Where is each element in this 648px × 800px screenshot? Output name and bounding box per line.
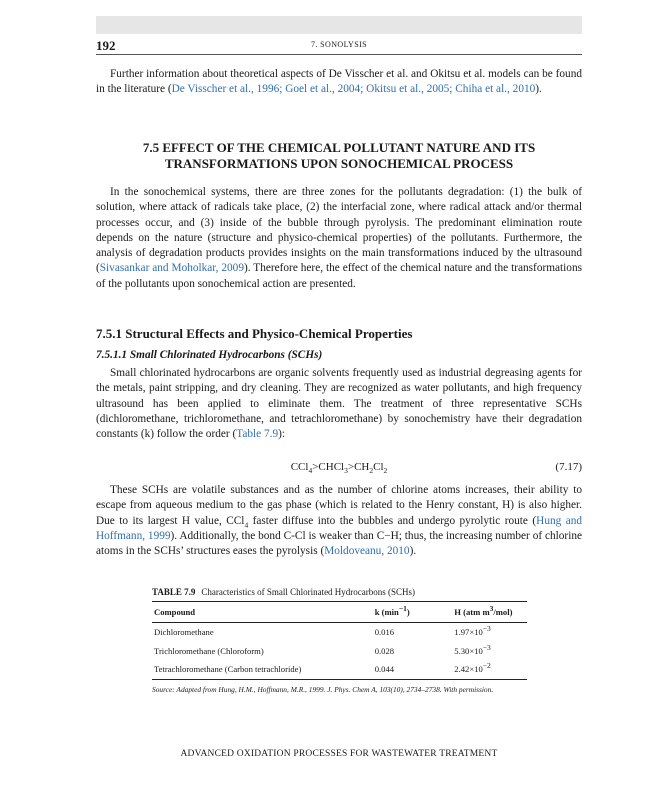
equation-number: (7.17) [555,461,582,473]
compound-cell: Dichloromethane [154,627,214,638]
table-source-note: Source: Adapted from Hung, H.M., Hoffmann, M.R., 1999. J. Phys. Chem A, 103(10), 2734–2738. With permission. [152,685,494,694]
volatile-paragraph: These SCHs are volatile substances and as the number of chlorine atoms increases, their ability to escape from aqueous medium to the gas phase (which is related to the Henry constant, H) is also higher. Due to its largest H value, CCl$_4$ faster diffuse into the bubbles and undergo pyrolytic route (Hung and Hoffmann, 1999). Additionally, the bond C-Cl is weaker than C−H; thus, the increasing number of chlorine atoms in the SCHs’ structures eases the pyrolysis (Moldoveanu, 2010). [96,484,583,558]
schs-table [152,601,527,680]
k-cell: 0.028 [374,645,395,656]
k-cell: 0.044 [375,660,455,679]
table-caption [152,587,415,597]
table-row [152,660,527,679]
h-cell: $1.97\times 10^{-3}$ [454,624,491,638]
table-header-row [152,602,527,623]
table-row [152,642,527,661]
intro-text-end: ). [535,83,542,96]
moldoveanu-reference-link[interactable]: Moldoveanu, 2010 [324,545,410,558]
column-header-compound: Compound [152,602,375,623]
page-header [96,38,582,55]
equation-7-17 [96,461,582,476]
section-title: 7.5 EFFECT OF THE CHEMICAL POLLUTANT NATURE AND ITS TRANSFORMATIONS UPON SONOCHEMICAL PROCESS [142,140,536,171]
section-paragraph-text-end: ). Therefore here, the effect of the chemical nature and the transformations of the pollutants upon sonochemical action are presented. [96,262,582,290]
page-footer: ADVANCED OXIDATION PROCESSES FOR WASTEWATER TREATMENT [180,749,498,759]
running-head: 7. SONOLYSIS [310,40,367,49]
intro-paragraph [96,67,582,98]
table-7-9-reference-link[interactable]: Table 7.9 [236,428,279,441]
table-label: TABLE 7.9 [152,587,196,597]
schs-paragraph [96,366,582,442]
section-paragraph [96,185,582,292]
hung-hoffmann-reference-link[interactable]: Hung and Hoffmann, 1999 [96,514,583,542]
compound-cell: Tetrachloromethane (Carbon tetrachloride) [152,660,375,679]
compound-cell: Trichloromethane (Chloroform) [154,645,264,656]
column-header-k: k $(\min^{-1})$ [375,602,455,623]
table-row [152,623,527,642]
top-shaded-bar [96,16,582,34]
section-paragraph-text: In the sonochemical systems, there are three zones for the pollutants degradation: (1) the bulk of solution, where attack of radicals take place, (2) the interfacial zone, where radical attack and/or thermal processes occur, and (3) inside of the bubble through pyrolysis. The predominant elimination route depends on the nature (structure and physico-chemical properties) of the pollutants. Furthermore, the analysis of degradation products provides insights on the main transformations induced by the ultrasound ( [96,186,582,275]
subsubsection-title: 7.5.1.1 Small Chlorinated Hydrocarbons (SCHs) [96,349,323,361]
column-header-h: H (atm $m^3/mol$) [454,602,527,623]
intro-text: Further information about theoretical aspects of De Visscher et al. and Okitsu et al. models can be found in the literature ( [96,68,582,96]
sivasankar-reference-link[interactable]: Sivasankar and Moholkar, 2009 [99,262,244,275]
intro-references-link[interactable]: De Visscher et al., 1996; Goel et al., 2004; Okitsu et al., 2005; Chiha et al., 2010 [171,83,536,96]
equation-formula: $CCl_4>CHCl_3>CH_2Cl_2$ [290,461,388,476]
h-cell: $5.30\times 10^{-3}$ [454,642,491,656]
table-caption-text: Characteristics of Small Chlorinated Hydrocarbons (SCHs) [201,587,416,597]
k-cell: 0.016 [374,627,395,638]
schs-paragraph-text: Small chlorinated hydrocarbons are organic solvents frequently used as industrial degreasing agents for the metals, paint stripping, and dry cleaning. They are recognized as water pollutants, and high frequency ultrasound has been applied to eliminate them. The treatment of three representative SCHs (dichloromethane, trichloromethane, and tetrachloromethane) by sonochemistry have their degradation constants (k) follow the order ( [96,367,582,441]
subsection-title: 7.5.1 Structural Effects and Physico-Chemical Properties [96,326,413,341]
h-cell: $2.42\times 10^{-2}$ [454,660,527,679]
schs-paragraph-text-end: ): [278,428,286,441]
page-number: 192 [96,38,116,53]
